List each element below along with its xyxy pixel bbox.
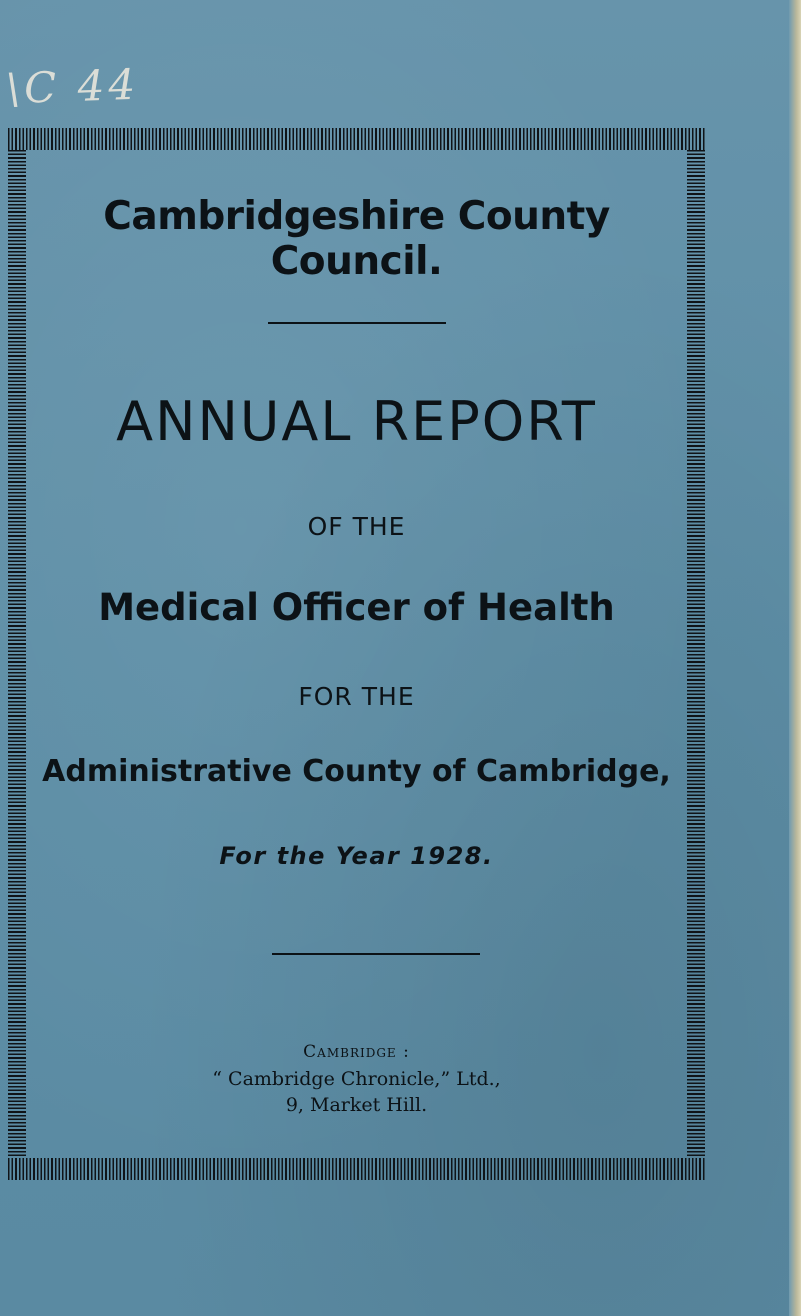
ornamental-border-top: [8, 128, 705, 150]
for-the-line: FOR THE: [298, 682, 415, 711]
handwritten-catalogue-mark: \C 44: [5, 59, 140, 114]
imprint-publisher: “ Cambridge Chronicle,” Ltd.,: [212, 1068, 501, 1090]
report-year: For the Year 1928.: [219, 842, 494, 870]
report-title: ANNUAL REPORT: [116, 390, 597, 453]
imprint-address: 9, Market Hill.: [285, 1094, 428, 1116]
report-subject: Medical Officer of Health: [98, 586, 615, 629]
page-edge: [789, 0, 801, 1316]
ornamental-border-left: [8, 150, 26, 1158]
administrative-area: Administrative County of Cambridge,: [42, 754, 671, 789]
divider-rule: [268, 322, 446, 324]
ornamental-border-right: [687, 150, 705, 1158]
ornamental-border-bottom: [8, 1158, 705, 1180]
cover-content: [26, 150, 687, 1158]
imprint-place: Cambridge :: [303, 1042, 410, 1062]
of-the-line: OF THE: [307, 512, 406, 541]
divider-rule: [272, 953, 480, 955]
council-heading: Cambridgeshire County Council.: [103, 194, 610, 284]
